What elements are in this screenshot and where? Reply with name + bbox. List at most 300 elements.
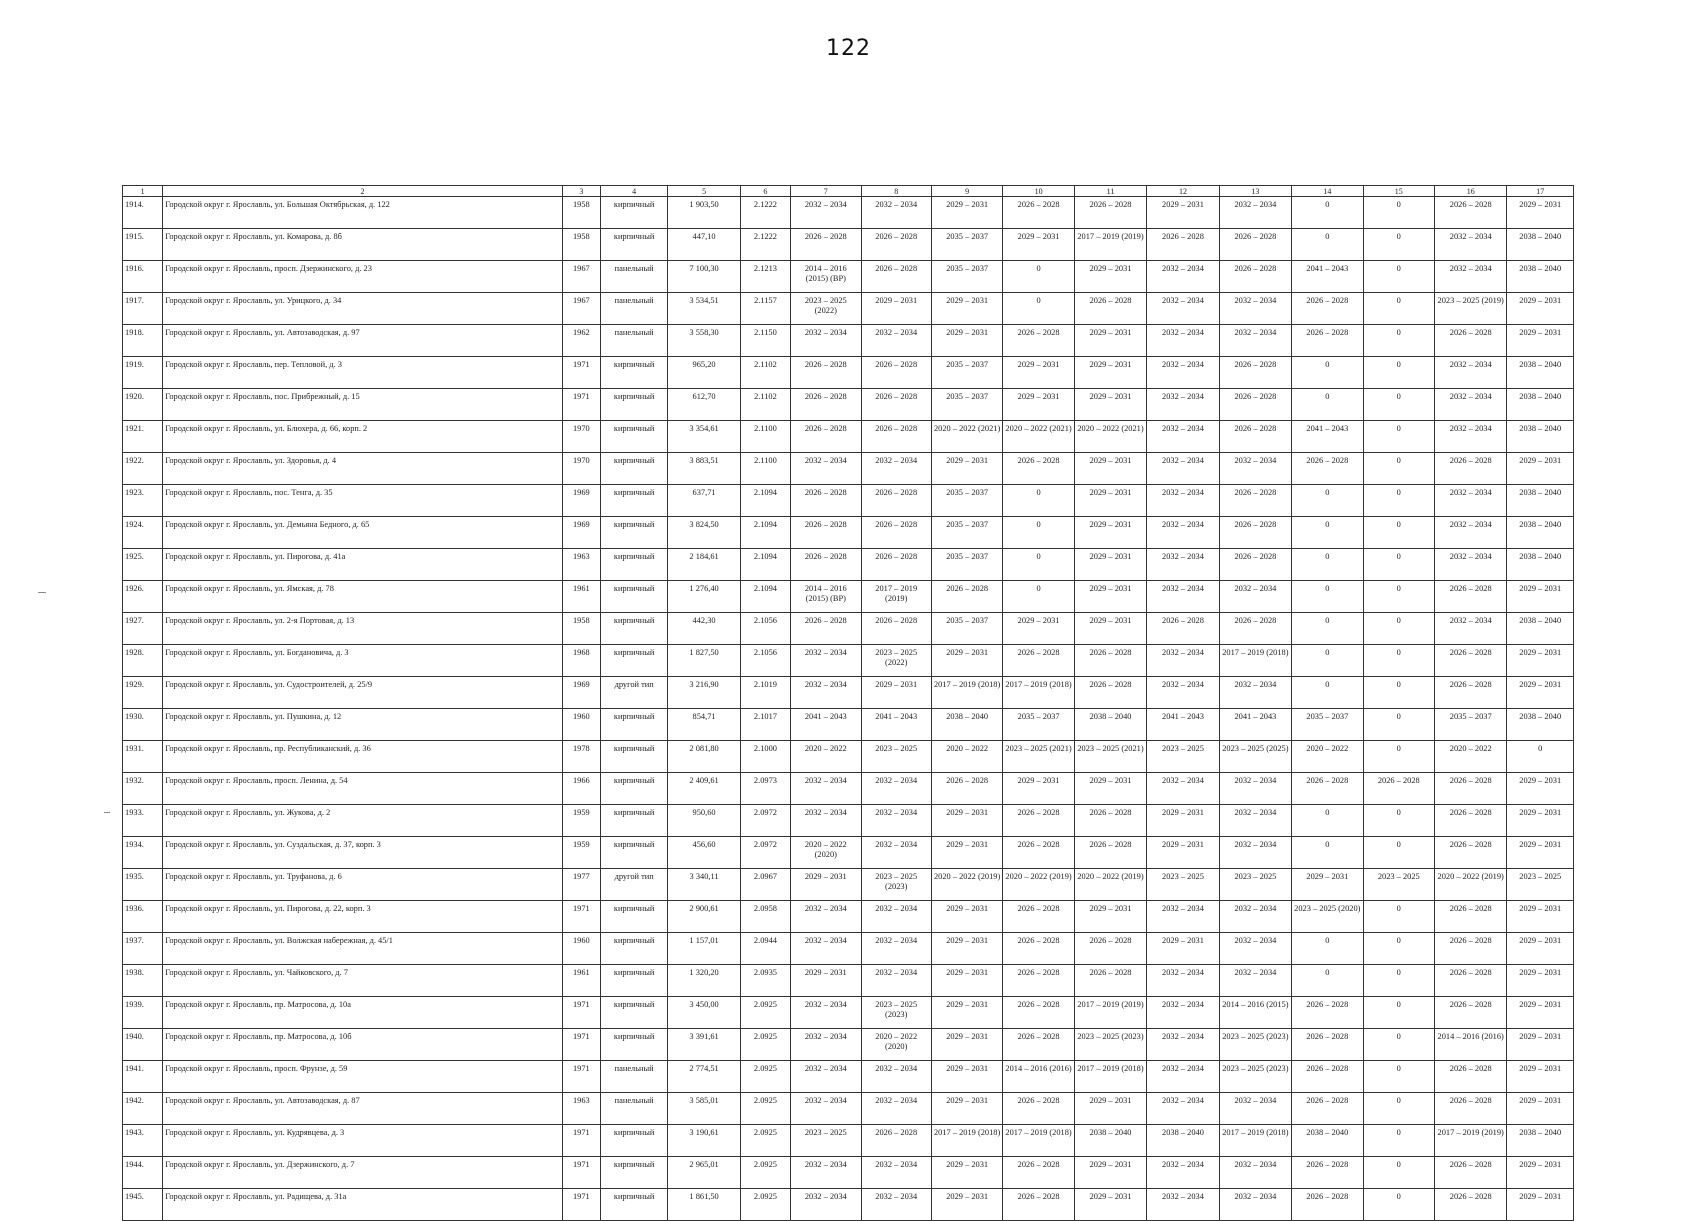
table-cell: панельный <box>600 293 667 325</box>
table-cell: 2026 – 2028 <box>1292 1061 1363 1093</box>
table-cell: 1961 <box>562 581 600 613</box>
row-number-cell: 1926. <box>123 581 163 613</box>
table-row <box>123 197 1574 229</box>
table-cell: 1971 <box>562 901 600 933</box>
table-cell: 2029 – 2031 <box>1507 805 1574 837</box>
address-cell: Городской округ г. Ярославль, ул. Радищева, д. 31а <box>163 1189 562 1221</box>
table-cell: кирпичный <box>600 805 667 837</box>
table-cell: 2032 – 2034 <box>1434 261 1506 293</box>
table-cell: 2023 – 2025 (2023) <box>861 997 931 1029</box>
table-cell: 2032 – 2034 <box>791 901 861 933</box>
table-cell: 2026 – 2028 <box>1292 325 1363 357</box>
table-cell: 0 <box>1363 229 1434 261</box>
table-row <box>123 1029 1574 1061</box>
table-cell: 2026 – 2028 <box>1003 933 1074 965</box>
table-cell: 2029 – 2031 <box>931 805 1002 837</box>
table-cell: 2032 – 2034 <box>1219 677 1291 709</box>
table-cell: 2026 – 2028 <box>1003 1029 1074 1061</box>
table-row <box>123 485 1574 517</box>
table-row <box>123 709 1574 741</box>
table-cell: 2.0925 <box>740 1029 790 1061</box>
table-cell: 2032 – 2034 <box>791 773 861 805</box>
table-cell: 2026 – 2028 <box>1003 805 1074 837</box>
table-cell: 2.1100 <box>740 421 790 453</box>
table-cell: 2029 – 2031 <box>1507 965 1574 997</box>
row-number-cell: 1942. <box>123 1093 163 1125</box>
table-cell: 2.1157 <box>740 293 790 325</box>
table-cell: 1977 <box>562 869 600 901</box>
table-cell: 2029 – 2031 <box>931 645 1002 677</box>
table-row <box>123 965 1574 997</box>
row-number-cell: 1929. <box>123 677 163 709</box>
table-cell: 2029 – 2031 <box>1003 229 1074 261</box>
table-cell: 2032 – 2034 <box>861 325 931 357</box>
table-cell: 2035 – 2037 <box>931 389 1002 421</box>
table-cell: 1968 <box>562 645 600 677</box>
table-cell: 2032 – 2034 <box>1434 485 1506 517</box>
table-cell: 2029 – 2031 <box>1507 1093 1574 1125</box>
table-cell: 0 <box>1363 549 1434 581</box>
table-cell: 0 <box>1363 325 1434 357</box>
table-row <box>123 837 1574 869</box>
table-cell: 2.1017 <box>740 709 790 741</box>
table-cell: 2026 – 2028 <box>1434 965 1506 997</box>
column-number-5: 5 <box>668 186 740 197</box>
table-cell: 2029 – 2031 <box>1507 197 1574 229</box>
table-cell: 2023 – 2025 (2022) <box>791 293 861 325</box>
table-cell: 0 <box>1363 197 1434 229</box>
table-cell: 2.0973 <box>740 773 790 805</box>
table-cell: 2026 – 2028 <box>1074 293 1146 325</box>
table-cell: кирпичный <box>600 997 667 1029</box>
table-cell: 0 <box>1292 197 1363 229</box>
row-number-cell: 1945. <box>123 1189 163 1221</box>
table-cell: 2032 – 2034 <box>791 933 861 965</box>
table-cell: 2023 – 2025 (2021) <box>1003 741 1074 773</box>
table-cell: 2032 – 2034 <box>1434 517 1506 549</box>
housing-registry-table-wrap <box>122 185 1574 1221</box>
table-cell: 2032 – 2034 <box>1434 613 1506 645</box>
table-cell: 2029 – 2031 <box>1074 613 1146 645</box>
table-cell: 2020 – 2022 (2019) <box>931 869 1002 901</box>
table-cell: кирпичный <box>600 197 667 229</box>
table-cell: 2026 – 2028 <box>1219 549 1291 581</box>
table-cell: 2020 – 2022 <box>931 741 1002 773</box>
address-cell: Городской округ г. Ярославль, ул. Пирогова, д. 22, корп. 3 <box>163 901 562 933</box>
table-row <box>123 325 1574 357</box>
column-number-15: 15 <box>1363 186 1434 197</box>
table-cell: 2.0972 <box>740 805 790 837</box>
table-cell: 2032 – 2034 <box>1219 325 1291 357</box>
table-cell: 2029 – 2031 <box>1147 805 1219 837</box>
row-number-cell: 1938. <box>123 965 163 997</box>
table-cell: кирпичный <box>600 1189 667 1221</box>
table-cell: кирпичный <box>600 773 667 805</box>
table-cell: 2017 – 2019 (2018) <box>1003 1125 1074 1157</box>
table-cell: 1 827,50 <box>668 645 740 677</box>
table-cell: 2.1102 <box>740 389 790 421</box>
table-cell: 2035 – 2037 <box>1292 709 1363 741</box>
table-cell: 2032 – 2034 <box>1147 645 1219 677</box>
table-cell: 2032 – 2034 <box>1219 293 1291 325</box>
table-cell: 2026 – 2028 <box>1219 229 1291 261</box>
table-cell: 2032 – 2034 <box>791 325 861 357</box>
table-row <box>123 581 1574 613</box>
table-row <box>123 1061 1574 1093</box>
table-cell: кирпичный <box>600 901 667 933</box>
table-cell: 2038 – 2040 <box>1074 1125 1146 1157</box>
row-number-cell: 1939. <box>123 997 163 1029</box>
table-cell: 2035 – 2037 <box>1003 709 1074 741</box>
table-cell: кирпичный <box>600 1125 667 1157</box>
table-cell: 0 <box>1363 1157 1434 1189</box>
table-cell: 2032 – 2034 <box>791 805 861 837</box>
row-number-cell: 1922. <box>123 453 163 485</box>
row-number-cell: 1920. <box>123 389 163 421</box>
table-cell: панельный <box>600 325 667 357</box>
row-number-cell: 1918. <box>123 325 163 357</box>
address-cell: Городской округ г. Ярославль, ул. Демьяна Бедного, д. 65 <box>163 517 562 549</box>
table-cell: 2020 – 2022 (2021) <box>1074 421 1146 453</box>
table-cell: 1958 <box>562 613 600 645</box>
table-cell: 2026 – 2028 <box>1434 677 1506 709</box>
table-cell: 0 <box>1292 613 1363 645</box>
row-number-cell: 1936. <box>123 901 163 933</box>
table-cell: 2029 – 2031 <box>1507 1157 1574 1189</box>
table-cell: 0 <box>1292 517 1363 549</box>
table-cell: 2026 – 2028 <box>1074 837 1146 869</box>
table-row <box>123 229 1574 261</box>
table-cell: 2029 – 2031 <box>1507 997 1574 1029</box>
table-cell: 2032 – 2034 <box>1219 805 1291 837</box>
table-cell: кирпичный <box>600 613 667 645</box>
table-cell: 2032 – 2034 <box>861 1061 931 1093</box>
table-cell: 2.1100 <box>740 453 790 485</box>
table-cell: 2035 – 2037 <box>931 613 1002 645</box>
table-cell: 2020 – 2022 (2019) <box>1003 869 1074 901</box>
table-cell: 0 <box>1363 1029 1434 1061</box>
table-cell: 2029 – 2031 <box>931 965 1002 997</box>
column-number-4: 4 <box>600 186 667 197</box>
table-cell: 2029 – 2031 <box>1147 837 1219 869</box>
table-cell: 2032 – 2034 <box>1219 773 1291 805</box>
table-cell: 1958 <box>562 197 600 229</box>
table-cell: 2029 – 2031 <box>861 677 931 709</box>
table-cell: 2029 – 2031 <box>1074 1093 1146 1125</box>
table-cell: 2032 – 2034 <box>1147 1093 1219 1125</box>
row-number-cell: 1944. <box>123 1157 163 1189</box>
table-cell: 2032 – 2034 <box>1147 549 1219 581</box>
table-cell: 2032 – 2034 <box>1219 1189 1291 1221</box>
table-cell: 2017 – 2019 (2018) <box>1219 645 1291 677</box>
table-cell: 2026 – 2028 <box>1003 837 1074 869</box>
table-cell: 950,60 <box>668 805 740 837</box>
table-row <box>123 453 1574 485</box>
table-cell: 2029 – 2031 <box>1507 1061 1574 1093</box>
table-row <box>123 677 1574 709</box>
table-row <box>123 805 1574 837</box>
table-cell: 2029 – 2031 <box>931 325 1002 357</box>
table-cell: 0 <box>1363 837 1434 869</box>
table-cell: 2026 – 2028 <box>1003 965 1074 997</box>
table-cell: 2032 – 2034 <box>1147 389 1219 421</box>
table-cell: 2026 – 2028 <box>1292 997 1363 1029</box>
table-cell: 2026 – 2028 <box>1434 997 1506 1029</box>
table-cell: 2017 – 2019 (2018) <box>931 677 1002 709</box>
table-cell: 2.1222 <box>740 197 790 229</box>
table-cell: 2026 – 2028 <box>1434 901 1506 933</box>
table-cell: 2026 – 2028 <box>1292 1189 1363 1221</box>
row-number-cell: 1935. <box>123 869 163 901</box>
table-cell: 2038 – 2040 <box>1507 613 1574 645</box>
table-cell: 2029 – 2031 <box>931 1157 1002 1189</box>
table-cell: 3 558,30 <box>668 325 740 357</box>
table-cell: 2.1094 <box>740 485 790 517</box>
table-cell: 2026 – 2028 <box>1219 485 1291 517</box>
row-number-cell: 1930. <box>123 709 163 741</box>
table-cell: 2020 – 2022 <box>1292 741 1363 773</box>
table-cell: 442,30 <box>668 613 740 645</box>
table-cell: 2026 – 2028 <box>1074 933 1146 965</box>
table-cell: 1961 <box>562 965 600 997</box>
table-cell: 1 276,40 <box>668 581 740 613</box>
table-cell: 2026 – 2028 <box>1003 197 1074 229</box>
table-row <box>123 613 1574 645</box>
table-cell: 2026 – 2028 <box>1074 645 1146 677</box>
table-cell: 2017 – 2019 (2019) <box>1434 1125 1506 1157</box>
address-cell: Городской округ г. Ярославль, ул. Труфанова, д. 6 <box>163 869 562 901</box>
table-cell: 1971 <box>562 1125 600 1157</box>
table-cell: 2032 – 2034 <box>861 1157 931 1189</box>
table-cell: 2020 – 2022 (2019) <box>1434 869 1506 901</box>
table-cell: 1959 <box>562 837 600 869</box>
table-row <box>123 357 1574 389</box>
table-cell: 2017 – 2019 (2019) <box>1074 997 1146 1029</box>
column-number-6: 6 <box>740 186 790 197</box>
table-cell: 854,71 <box>668 709 740 741</box>
address-cell: Городской округ г. Ярославль, ул. Автозаводская, д. 87 <box>163 1093 562 1125</box>
table-row <box>123 517 1574 549</box>
address-cell: Городской округ г. Ярославль, пр. Матросова, д. 10б <box>163 1029 562 1061</box>
table-cell: 2038 – 2040 <box>1507 261 1574 293</box>
table-cell: 2.0925 <box>740 997 790 1029</box>
table-cell: 2029 – 2031 <box>931 901 1002 933</box>
table-cell: 2029 – 2031 <box>1074 485 1146 517</box>
table-cell: 0 <box>1292 229 1363 261</box>
table-cell: 1971 <box>562 1189 600 1221</box>
table-cell: 2029 – 2031 <box>1147 197 1219 229</box>
table-cell: 2 774,51 <box>668 1061 740 1093</box>
table-cell: 2032 – 2034 <box>1434 229 1506 261</box>
table-cell: 2026 – 2028 <box>931 581 1002 613</box>
table-row <box>123 1189 1574 1221</box>
table-cell: 0 <box>1363 453 1434 485</box>
table-cell: 0 <box>1363 1061 1434 1093</box>
table-cell: 0 <box>1363 1093 1434 1125</box>
table-cell: 2029 – 2031 <box>931 453 1002 485</box>
table-cell: 0 <box>1292 677 1363 709</box>
table-cell: 0 <box>1363 933 1434 965</box>
table-cell: 0 <box>1292 485 1363 517</box>
table-cell: 2032 – 2034 <box>1147 1157 1219 1189</box>
column-number-17: 17 <box>1507 186 1574 197</box>
table-cell: 2026 – 2028 <box>861 485 931 517</box>
table-cell: 2029 – 2031 <box>1507 1029 1574 1061</box>
table-cell: 2026 – 2028 <box>791 485 861 517</box>
address-cell: Городской округ г. Ярославль, ул. Жукова, д. 2 <box>163 805 562 837</box>
table-cell: 2038 – 2040 <box>1507 549 1574 581</box>
table-cell: 2038 – 2040 <box>1507 229 1574 261</box>
row-number-cell: 1917. <box>123 293 163 325</box>
table-cell: 2029 – 2031 <box>1074 901 1146 933</box>
table-cell: 2026 – 2028 <box>1434 1189 1506 1221</box>
column-number-10: 10 <box>1003 186 1074 197</box>
table-cell: 0 <box>1292 837 1363 869</box>
row-number-cell: 1914. <box>123 197 163 229</box>
table-cell: 2023 – 2025 (2022) <box>861 645 931 677</box>
table-cell: 2032 – 2034 <box>1434 389 1506 421</box>
table-cell: 0 <box>1292 389 1363 421</box>
table-cell: 2026 – 2028 <box>1219 261 1291 293</box>
column-number-1: 1 <box>123 186 163 197</box>
table-cell: 1971 <box>562 997 600 1029</box>
table-cell: 2.0925 <box>740 1061 790 1093</box>
table-cell: другой тип <box>600 677 667 709</box>
table-cell: 2.0958 <box>740 901 790 933</box>
scan-mark <box>104 812 110 813</box>
table-cell: 3 450,00 <box>668 997 740 1029</box>
table-cell: 2035 – 2037 <box>931 357 1002 389</box>
table-cell: 2029 – 2031 <box>1074 1189 1146 1221</box>
table-cell: 2029 – 2031 <box>791 965 861 997</box>
table-cell: 2038 – 2040 <box>1507 709 1574 741</box>
table-cell: 0 <box>1003 293 1074 325</box>
table-cell: кирпичный <box>600 709 667 741</box>
table-cell: 1 320,20 <box>668 965 740 997</box>
table-cell: 2.1094 <box>740 581 790 613</box>
row-number-cell: 1937. <box>123 933 163 965</box>
table-cell: 2026 – 2028 <box>1434 805 1506 837</box>
table-cell: 2026 – 2028 <box>791 613 861 645</box>
table-cell: 2023 – 2025 <box>861 741 931 773</box>
scan-mark <box>38 592 46 593</box>
table-cell: 2.0925 <box>740 1093 790 1125</box>
table-cell: кирпичный <box>600 1157 667 1189</box>
address-cell: Городской округ г. Ярославль, ул. Пирогова, д. 41а <box>163 549 562 581</box>
table-cell: 2 409,61 <box>668 773 740 805</box>
table-cell: 456,60 <box>668 837 740 869</box>
table-cell: 2026 – 2028 <box>861 229 931 261</box>
table-cell: 447,10 <box>668 229 740 261</box>
table-cell: 2032 – 2034 <box>861 773 931 805</box>
table-cell: 2032 – 2034 <box>1147 261 1219 293</box>
table-cell: 2026 – 2028 <box>1434 773 1506 805</box>
table-cell: 2032 – 2034 <box>791 453 861 485</box>
table-cell: 0 <box>1363 1189 1434 1221</box>
table-cell: 2014 – 2016 (2016) <box>1003 1061 1074 1093</box>
table-row <box>123 261 1574 293</box>
table-cell: 2032 – 2034 <box>1219 581 1291 613</box>
table-cell: 2038 – 2040 <box>931 709 1002 741</box>
table-cell: 2029 – 2031 <box>1003 613 1074 645</box>
table-cell: 2014 – 2016 (2016) <box>1434 1029 1506 1061</box>
table-cell: 1971 <box>562 389 600 421</box>
table-cell: 2029 – 2031 <box>931 1189 1002 1221</box>
table-cell: 2029 – 2031 <box>1507 453 1574 485</box>
table-cell: 3 216,90 <box>668 677 740 709</box>
table-cell: 2029 – 2031 <box>1003 357 1074 389</box>
table-cell: 2032 – 2034 <box>1434 357 1506 389</box>
table-cell: 2032 – 2034 <box>791 1061 861 1093</box>
table-cell: 1960 <box>562 709 600 741</box>
table-cell: 2026 – 2028 <box>1434 933 1506 965</box>
table-cell: 1 861,50 <box>668 1189 740 1221</box>
table-cell: 2020 – 2022 <box>791 741 861 773</box>
table-cell: 3 391,61 <box>668 1029 740 1061</box>
table-cell: 2032 – 2034 <box>1219 965 1291 997</box>
table-cell: 2032 – 2034 <box>791 1029 861 1061</box>
table-cell: 2038 – 2040 <box>1147 1125 1219 1157</box>
address-cell: Городской округ г. Ярославль, ул. Богдановича, д. 3 <box>163 645 562 677</box>
table-cell: 2026 – 2028 <box>1434 837 1506 869</box>
table-cell: 2035 – 2037 <box>931 485 1002 517</box>
address-cell: Городской округ г. Ярославль, ул. Комарова, д. 8б <box>163 229 562 261</box>
table-cell: 2029 – 2031 <box>1507 1189 1574 1221</box>
table-cell: 2035 – 2037 <box>1434 709 1506 741</box>
table-cell: 2026 – 2028 <box>1219 357 1291 389</box>
table-cell: 2026 – 2028 <box>1147 613 1219 645</box>
table-cell: 2026 – 2028 <box>1292 293 1363 325</box>
table-cell: 2029 – 2031 <box>931 997 1002 1029</box>
table-cell: 2026 – 2028 <box>1219 613 1291 645</box>
table-cell: 2.0967 <box>740 869 790 901</box>
table-cell: 2014 – 2016 (2015) <box>1219 997 1291 1029</box>
address-cell: Городской округ г. Ярославль, ул. Волжская набережная, д. 45/1 <box>163 933 562 965</box>
table-cell: 2032 – 2034 <box>1434 421 1506 453</box>
table-cell: 2023 – 2025 (2023) <box>861 869 931 901</box>
table-cell: 2032 – 2034 <box>861 197 931 229</box>
table-cell: 2035 – 2037 <box>931 517 1002 549</box>
address-cell: Городской округ г. Ярославль, просп. Фрунзе, д. 59 <box>163 1061 562 1093</box>
table-cell: 2026 – 2028 <box>1434 197 1506 229</box>
table-cell: 2.1056 <box>740 613 790 645</box>
row-number-cell: 1915. <box>123 229 163 261</box>
table-cell: 2026 – 2028 <box>1292 1157 1363 1189</box>
table-cell: 2026 – 2028 <box>791 357 861 389</box>
table-cell: 2032 – 2034 <box>791 1157 861 1189</box>
table-cell: панельный <box>600 261 667 293</box>
table-row <box>123 645 1574 677</box>
table-cell: 2026 – 2028 <box>861 421 931 453</box>
table-cell: 2017 – 2019 (2018) <box>1219 1125 1291 1157</box>
table-cell: 2023 – 2025 (2019) <box>1434 293 1506 325</box>
table-cell: 2026 – 2028 <box>791 389 861 421</box>
table-cell: 2029 – 2031 <box>931 1029 1002 1061</box>
table-cell: 2029 – 2031 <box>1507 645 1574 677</box>
table-cell: 2041 – 2043 <box>861 709 931 741</box>
table-cell: 1967 <box>562 293 600 325</box>
table-cell: 2.1213 <box>740 261 790 293</box>
table-cell: 1963 <box>562 1093 600 1125</box>
table-cell: 2029 – 2031 <box>1507 293 1574 325</box>
table-cell: 2032 – 2034 <box>1147 293 1219 325</box>
table-cell: 2017 – 2019 (2019) <box>1074 229 1146 261</box>
table-cell: 2032 – 2034 <box>861 933 931 965</box>
table-cell: 1 157,01 <box>668 933 740 965</box>
table-cell: 2032 – 2034 <box>1219 197 1291 229</box>
table-cell: 3 340,11 <box>668 869 740 901</box>
table-cell: 2026 – 2028 <box>1003 901 1074 933</box>
